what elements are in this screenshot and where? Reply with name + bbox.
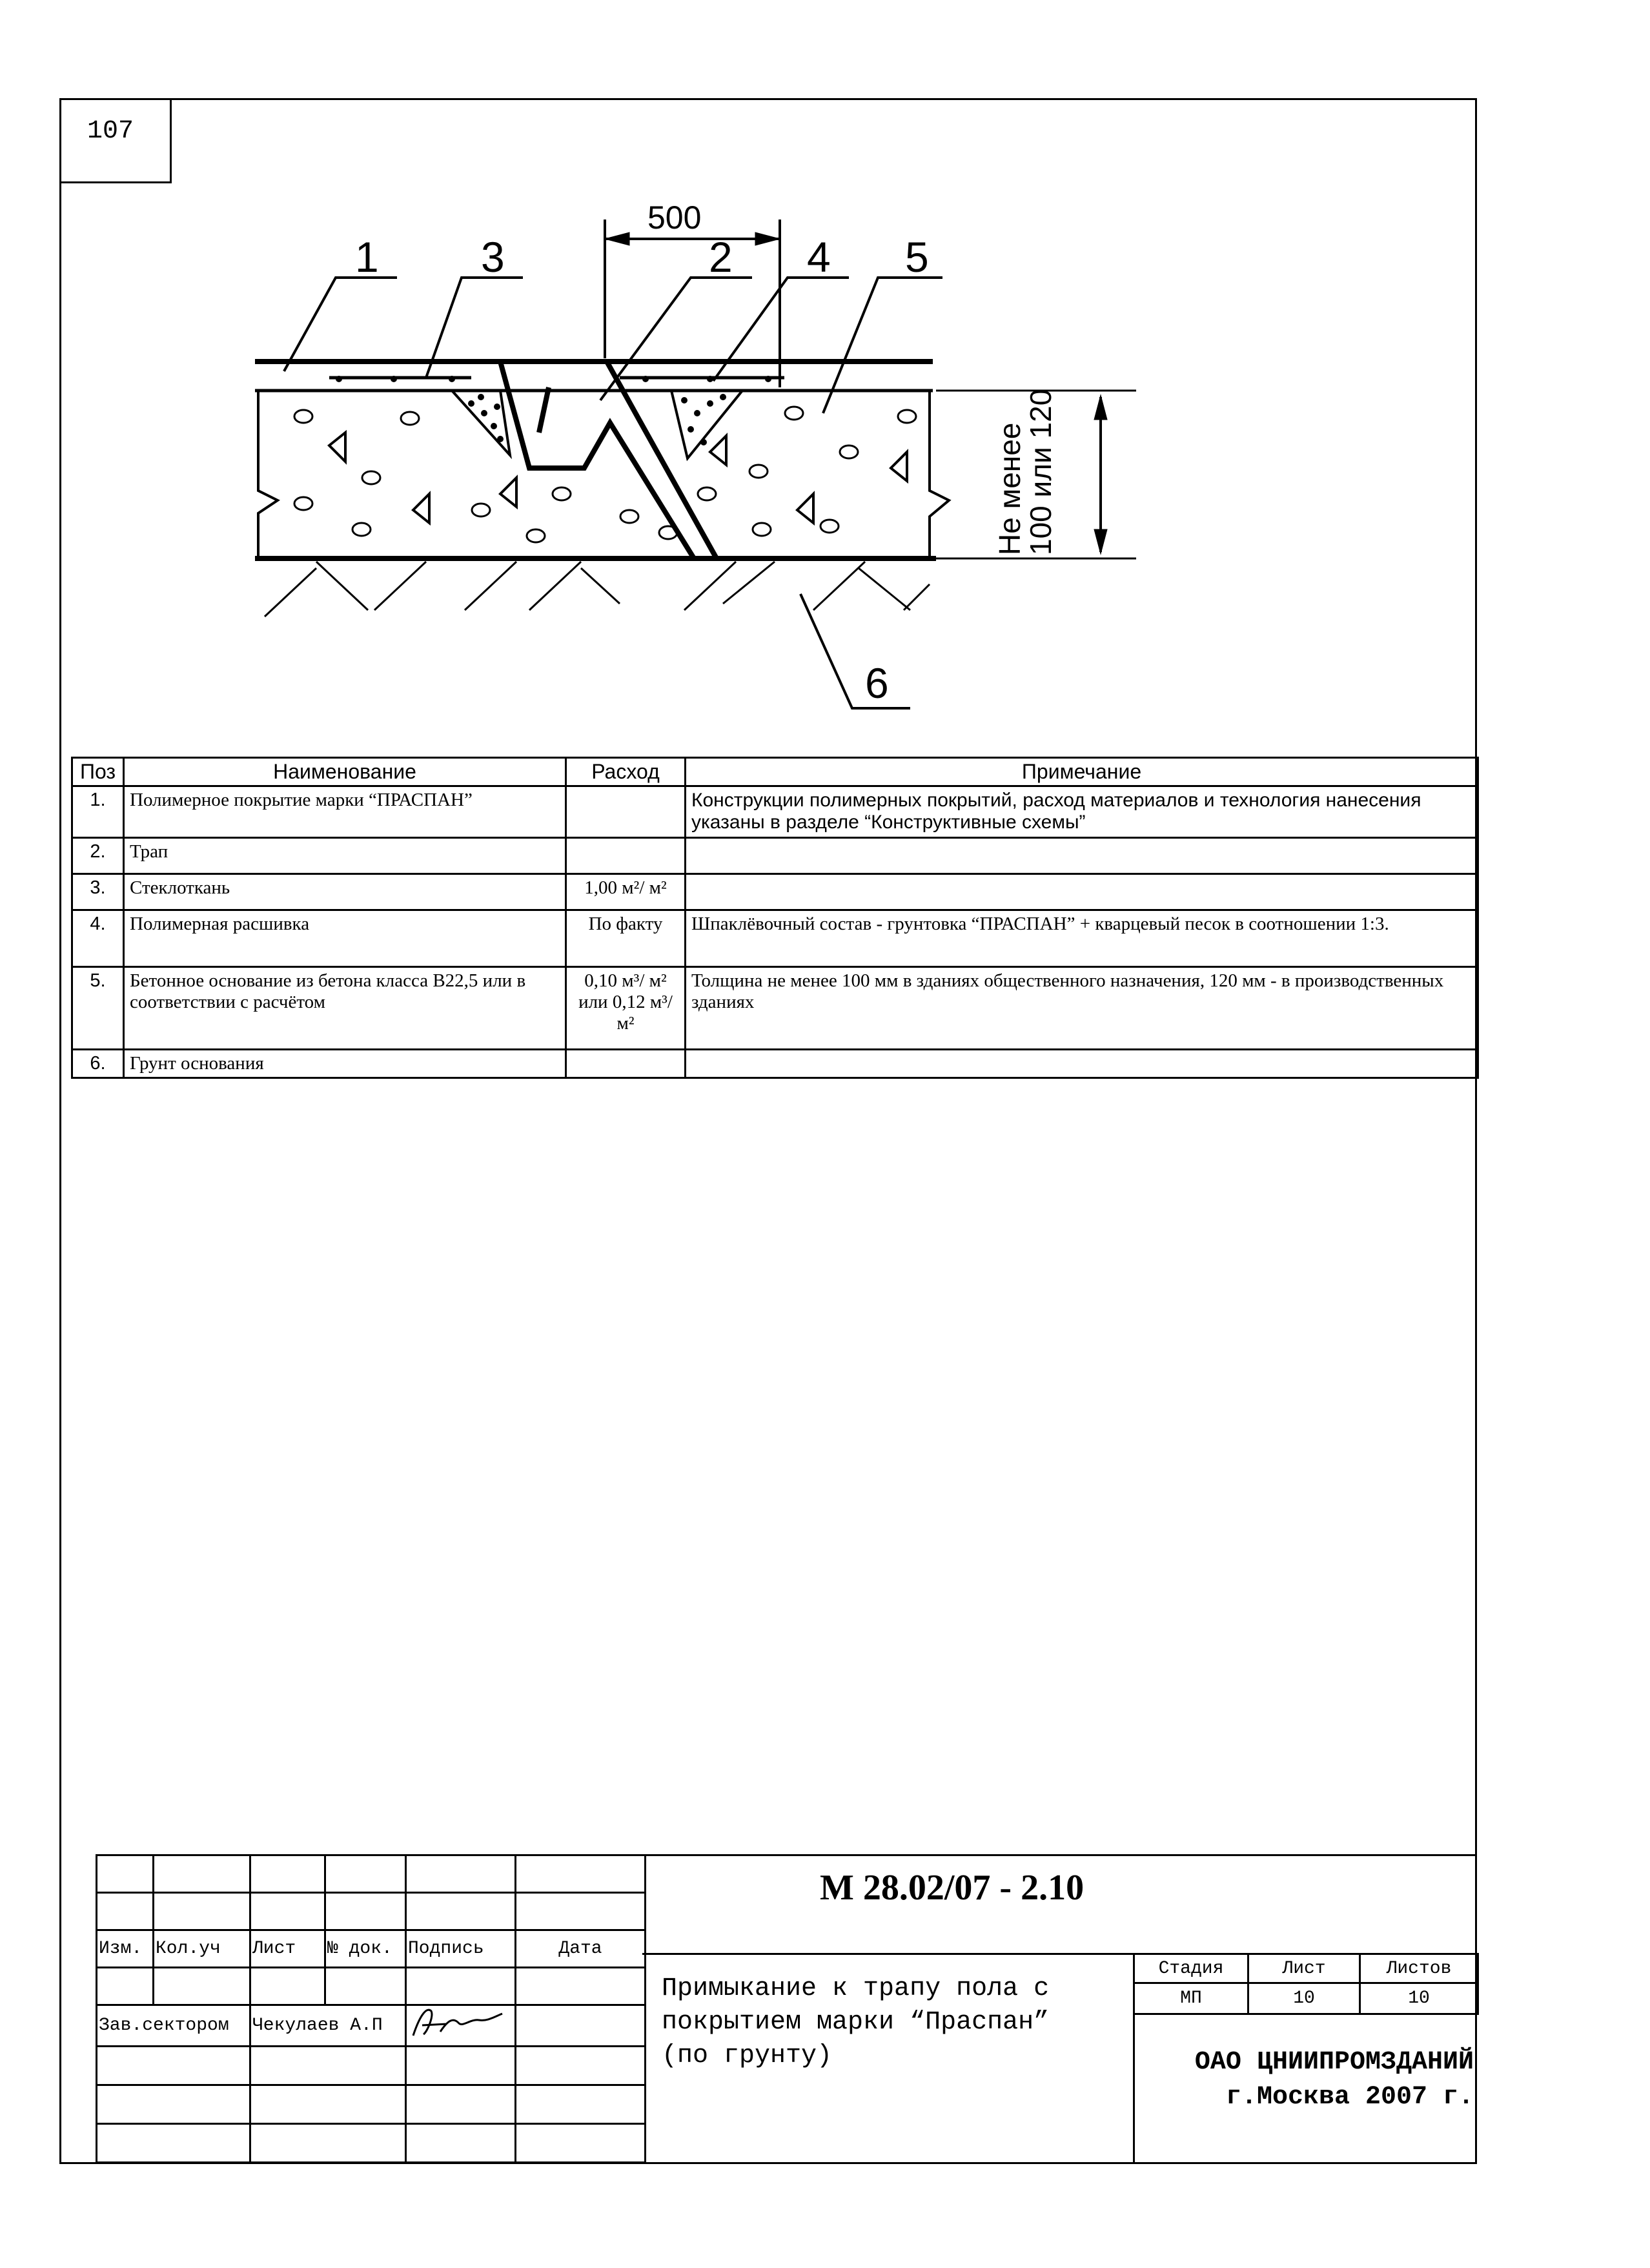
header-name: Наименование	[124, 758, 566, 786]
page-number: 107	[59, 98, 172, 183]
row-pos: 5.	[72, 966, 124, 1049]
table-row	[72, 873, 1478, 910]
signature-cell	[406, 2005, 516, 2047]
stage-value: МП	[1134, 1983, 1248, 2014]
row-qty	[566, 1049, 686, 1078]
callout-1: 1	[355, 233, 379, 281]
col-signature: Подпись	[406, 1930, 516, 1968]
sheet-value: 10	[1248, 1983, 1360, 2014]
row-qty	[566, 786, 686, 837]
table-row	[72, 786, 1478, 837]
row-name: Трап	[124, 837, 566, 873]
row-qty	[566, 837, 686, 873]
header-pos: Поз	[72, 758, 124, 786]
section-drawing	[0, 0, 1650, 736]
callout-6: 6	[865, 659, 889, 707]
drawing-title: Примыкание к трапу пола с покрытием марки “Праспан” (по грунту)	[662, 1974, 1050, 2070]
sheet-header: Лист	[1248, 1954, 1360, 1983]
callout-2: 2	[709, 233, 733, 281]
row-note: Шпаклёвочный состав - грунтовка “ПРАСПАН” + кварцевый песок в соотношении 1:3.	[686, 910, 1478, 966]
col-date: Дата	[516, 1930, 646, 1968]
dimension-500-label: 500	[647, 199, 702, 236]
person-cell: Чекулаев А.П	[250, 2005, 406, 2047]
row-name: Грунт основания	[124, 1049, 566, 1078]
drawing-code: М 28.02/07 - 2.10	[820, 1868, 1085, 1908]
thickness-label: Не менее 100 или 120	[993, 389, 1058, 555]
callout-3: 3	[481, 233, 505, 281]
table-row	[72, 837, 1478, 873]
stage-table	[1133, 1953, 1479, 2015]
row-note	[686, 1049, 1478, 1078]
row-pos: 6.	[72, 1049, 124, 1078]
row-note: Толщина не менее 100 мм в зданиях общественного назначения, 120 мм - в производственных зданиях	[686, 966, 1478, 1049]
sheets-header: Листов	[1360, 1954, 1478, 1983]
table-row	[72, 1049, 1478, 1078]
callout-4: 4	[807, 233, 831, 281]
row-name: Полимерная расшивка	[124, 910, 566, 966]
revision-grid	[96, 1854, 646, 2163]
spec-table	[71, 757, 1479, 1079]
row-pos: 2.	[72, 837, 124, 873]
sheets-value: 10	[1360, 1983, 1478, 2014]
callout-5: 5	[905, 233, 929, 281]
row-note: Конструкции полимерных покрытий, расход материалов и технология нанесения указаны в разделе “Конструктивные схемы”	[686, 786, 1478, 837]
row-qty: 0,10 м³/ м² или 0,12 м³/ м²	[566, 966, 686, 1049]
col-ndok: № док.	[325, 1930, 406, 1968]
signature-mark	[408, 2006, 505, 2039]
table-row	[72, 910, 1478, 966]
row-pos: 1.	[72, 786, 124, 837]
row-name: Полимерное покрытие марки “ПРАСПАН”	[124, 786, 566, 837]
row-name: Стеклоткань	[124, 873, 566, 910]
stage-header: Стадия	[1134, 1954, 1248, 1983]
col-izm: Изм.	[97, 1930, 154, 1968]
row-qty: 1,00 м²/ м²	[566, 873, 686, 910]
header-qty: Расход	[566, 758, 686, 786]
col-list: Лист	[250, 1930, 325, 1968]
role-cell: Зав.сектором	[97, 2005, 250, 2047]
row-qty: По факту	[566, 910, 686, 966]
organization: ОАО ЦНИИПРОМЗДАНИЙ г.Москва 2007 г.	[1194, 2048, 1474, 2112]
row-name: Бетонное основание из бетона класса В22,5 или в соответствии с расчётом	[124, 966, 566, 1049]
header-note: Примечание	[686, 758, 1478, 786]
row-note	[686, 873, 1478, 910]
row-note	[686, 837, 1478, 873]
row-pos: 4.	[72, 910, 124, 966]
col-kol-uch: Кол.уч	[154, 1930, 250, 1968]
table-row	[72, 966, 1478, 1049]
row-pos: 3.	[72, 873, 124, 910]
